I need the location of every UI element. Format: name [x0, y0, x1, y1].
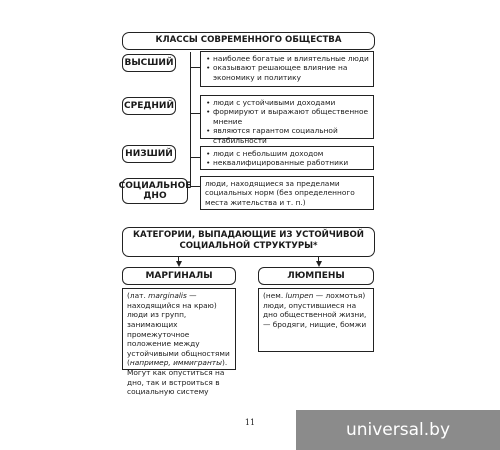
connector-social-bottom	[190, 186, 200, 187]
diagram-title: КЛАССЫ СОВРЕМЕННОГО ОБЩЕСТВА	[155, 35, 342, 45]
list-item: • люди с устойчивыми доходами	[205, 98, 369, 107]
category-label-lumpens: ЛЮМПЕНЫ	[258, 267, 374, 285]
class-desc-middle	[200, 95, 374, 145]
class-desc-upper	[200, 51, 374, 87]
class-desc-social-bottom: люди, находящиеся за пределами социальных норм (без определенного места жительства и т. п.)	[200, 176, 374, 210]
connector-upper	[190, 67, 200, 68]
list-item: • наиболее богатые и влиятельные люди	[205, 54, 369, 63]
category-desc-marginals: (лат. marginalis — находящийся на краю) люди из групп, занимающих промежуточное положение между устойчивыми общностями (например, иммигранты). Могут как опуститься на дно, так и встроиться в социальную систему	[122, 288, 236, 370]
categories-title-line1: КАТЕГОРИИ, ВЫПАДАЮЩИЕ ИЗ УСТОЙЧИВОЙ	[132, 230, 365, 240]
category-desc-lumpens: (нем. lumpen — лохмотья) люди, опустившиеся на дно общественной жизни, — бродяги, нищие, бомжи	[258, 288, 374, 352]
class-desc-lower	[200, 146, 374, 170]
spine-line	[190, 52, 191, 186]
class-label-upper: ВЫСШИЙ	[122, 54, 176, 72]
connector-middle	[190, 113, 200, 114]
class-label-social-bottom: СОЦИАЛЬНОЕ ДНО	[122, 178, 188, 204]
list-item: • формируют и выражают общественное мнение	[205, 107, 369, 126]
class-label-middle: СРЕДНИЙ	[122, 97, 176, 115]
category-label-marginals: МАРГИНАЛЫ	[122, 267, 236, 285]
categories-title-line2: СОЦИАЛЬНОЙ СТРУКТУРЫ*	[179, 240, 318, 251]
watermark-logo: universal.by	[296, 410, 500, 450]
list-item: • оказывают решающее влияние на экономику и политику	[205, 63, 369, 82]
connector-lower	[190, 157, 200, 158]
categories-title-box	[122, 227, 375, 257]
list-item: • неквалифицированные работники	[205, 158, 369, 167]
list-item: • люди с небольшим доходом	[205, 149, 369, 158]
list-item: • являются гарантом социальной стабильности	[205, 126, 369, 145]
page-number: 11	[244, 418, 256, 427]
diagram-title-box	[122, 32, 375, 50]
class-label-lower: НИЗШИЙ	[122, 145, 176, 163]
